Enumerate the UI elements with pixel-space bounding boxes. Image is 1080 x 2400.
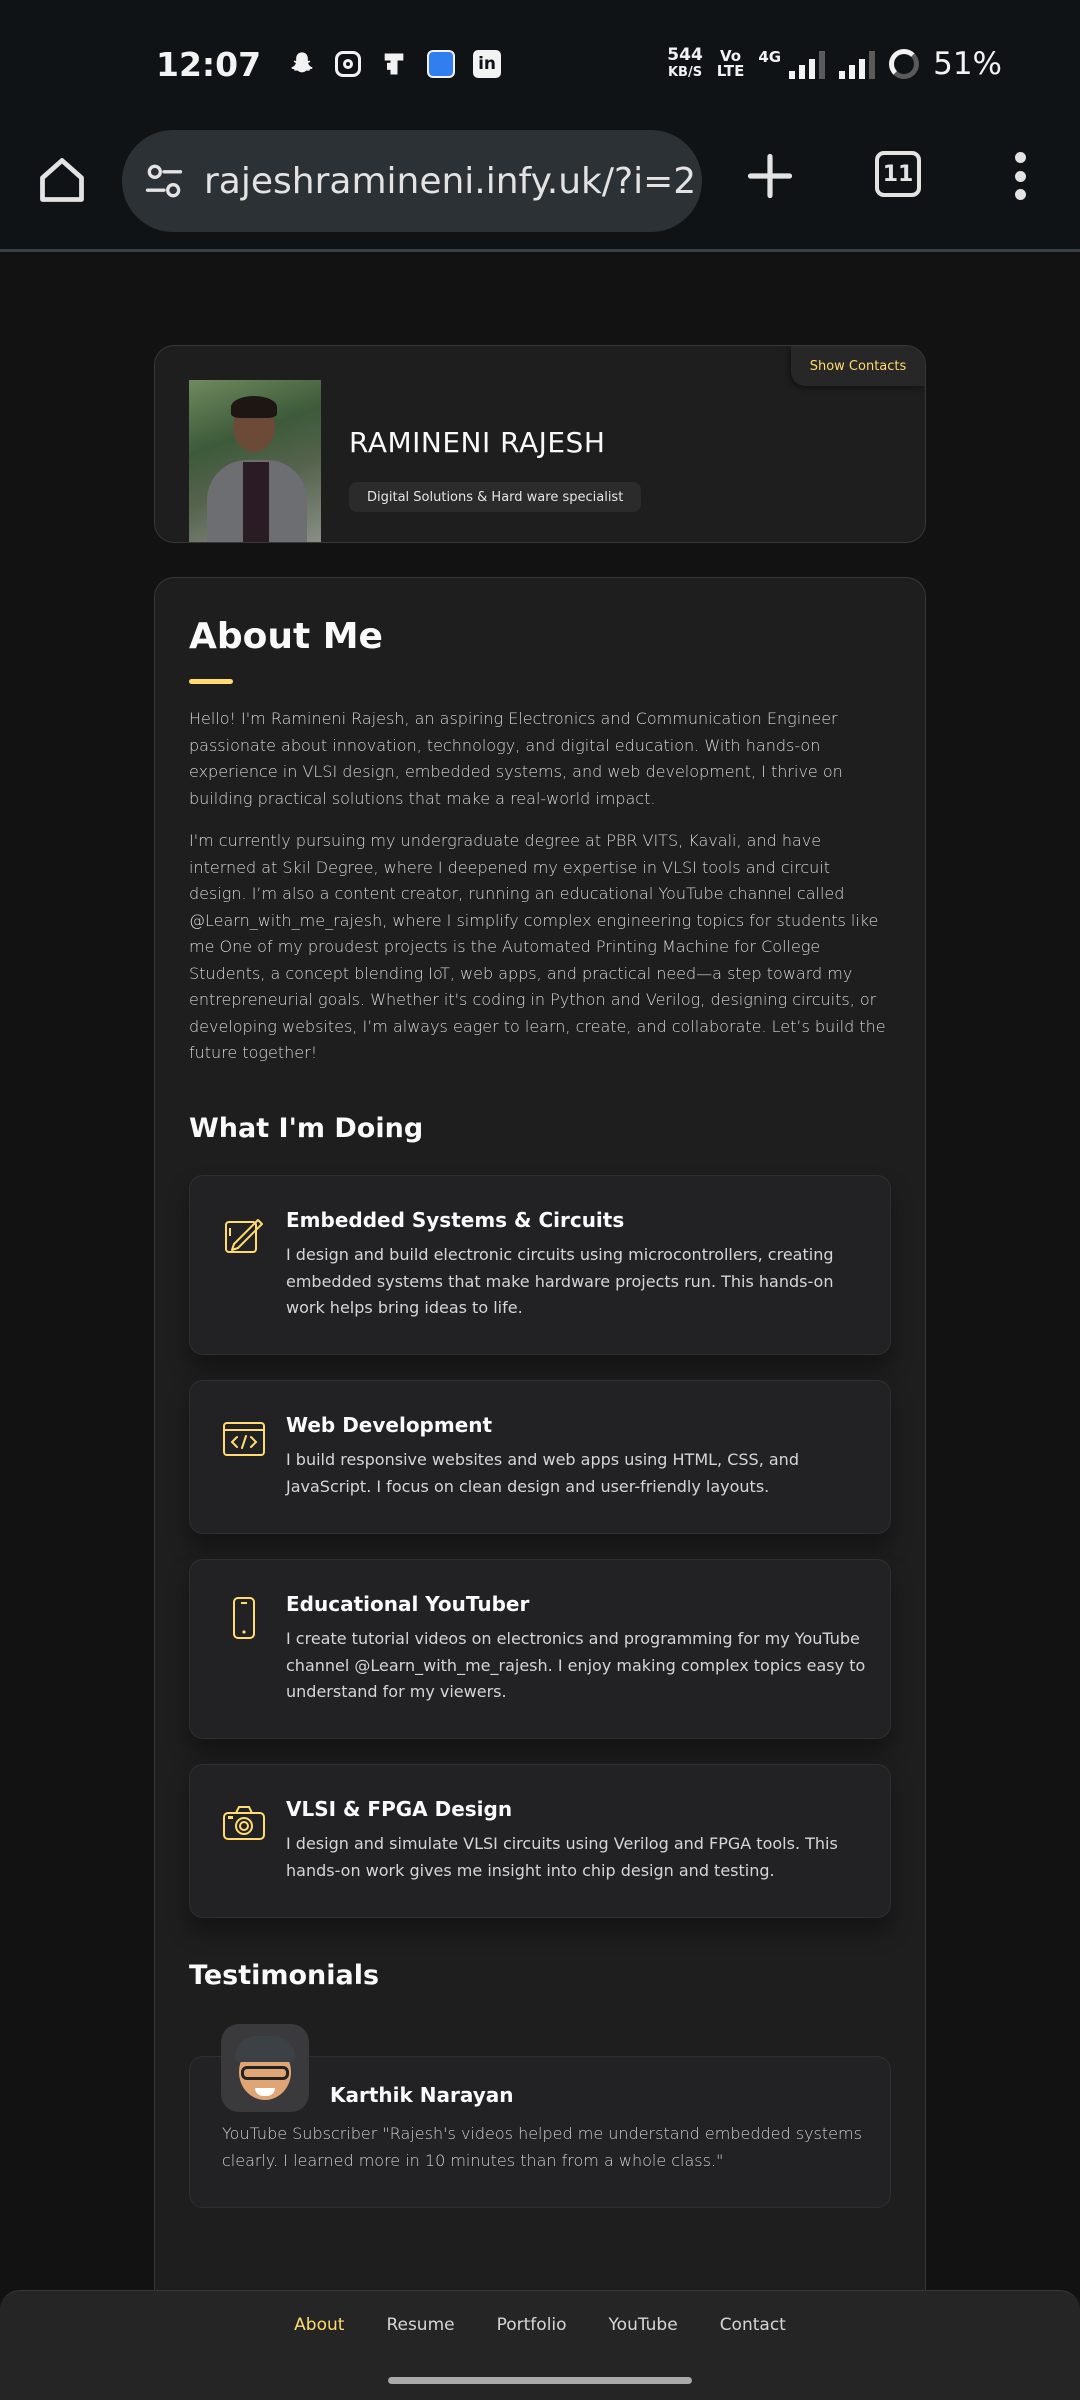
service-card (189, 1380, 891, 1534)
profile-card (154, 345, 926, 543)
bottom-navbar (0, 2290, 1080, 2400)
bluesky-icon (427, 50, 455, 78)
volte-top: Vo (720, 47, 742, 65)
camera-icon (222, 1801, 266, 1845)
service-card (189, 1764, 891, 1918)
service-description: I design and build electronic circuits using microcontrollers, creating embedded systems that make hardware projects run. This hands-on work helps bring ideas to life. (286, 1245, 834, 1317)
service-description: I build responsive websites and web apps using HTML, CSS, and JavaScript. I focus on clean design and user-friendly layouts. (286, 1450, 799, 1496)
instagram-icon (335, 51, 361, 77)
service-description: I create tutorial videos on electronics and programming for my YouTube channel @Learn_with_me_rajesh. I enjoy making complex topics easy to understand for my viewers. (286, 1629, 866, 1701)
home-icon[interactable] (36, 154, 88, 206)
nav-item-youtube[interactable]: YouTube (608, 2315, 678, 2335)
gesture-handle[interactable] (388, 2377, 692, 2384)
network-type: 4G (758, 48, 782, 66)
code-window-icon (222, 1417, 266, 1461)
about-section (154, 577, 926, 2400)
nav-item-about[interactable]: About (294, 2315, 345, 2335)
battery-percent: 51% (933, 46, 1002, 82)
design-pencil-icon (222, 1212, 266, 1256)
snapchat-icon (287, 49, 317, 79)
service-name: VLSI & FPGA Design (286, 1797, 513, 1821)
testimonial-text: YouTube Subscriber "Rajesh's videos helped me understand embedded systems clearly. I learned more in 10 minutes than from a whole class." (222, 2124, 862, 2170)
testimonials-heading: Testimonials (189, 1960, 380, 1991)
browser-toolbar (0, 128, 1080, 252)
about-paragraph-1: Hello! I'm Ramineni Rajesh, an aspiring Electronics and Communication Engineer passionate about innovation, technology, and digital education. With hands-on experience in VLSI design, embedded systems, and web development, I thrive on building practical solutions that make a real-world impact. (189, 709, 843, 808)
tab-switcher-button[interactable]: 11 (875, 151, 921, 197)
service-description: I design and simulate VLSI circuits using Verilog and FPGA tools. This hands-on work gives me insight into chip design and testing. (286, 1834, 838, 1880)
doing-heading: What I'm Doing (189, 1113, 424, 1144)
battery-icon (889, 49, 919, 79)
show-contacts-button[interactable]: Show Contacts (791, 346, 925, 386)
new-tab-icon[interactable] (744, 150, 796, 202)
site-settings-icon[interactable] (142, 159, 186, 203)
url-text[interactable]: rajeshramineni.infy.uk/?i=2 (204, 160, 697, 202)
notification-app-icon (379, 49, 409, 79)
more-menu-icon[interactable] (1010, 152, 1030, 200)
address-bar[interactable] (122, 130, 702, 232)
status-bar (0, 0, 1080, 128)
title-underline (189, 679, 233, 684)
net-speed-value: 544 (667, 45, 703, 65)
profile-name: RAMINENI RAJESH (349, 426, 606, 459)
profile-photo (189, 380, 321, 543)
signal-icon-2 (839, 49, 875, 79)
page-content (0, 255, 1080, 2400)
service-card (189, 1175, 891, 1355)
nav-item-portfolio[interactable]: Portfolio (496, 2315, 567, 2335)
testimonial-name: Karthik Narayan (330, 2083, 514, 2107)
net-speed (667, 47, 703, 81)
service-name: Web Development (286, 1413, 493, 1437)
page-title: About Me (189, 616, 383, 657)
volte-indicator (717, 49, 745, 79)
service-name: Embedded Systems & Circuits (286, 1208, 625, 1232)
service-name: Educational YouTuber (286, 1592, 530, 1616)
status-left (156, 45, 501, 84)
linkedin-icon: in (473, 50, 501, 78)
smartphone-icon (222, 1596, 266, 1640)
nav-item-resume[interactable]: Resume (386, 2315, 455, 2335)
service-card (189, 1559, 891, 1739)
signal-icon (789, 49, 825, 79)
volte-bottom: LTE (716, 62, 745, 80)
net-speed-unit: KB/S (667, 65, 703, 80)
about-paragraph-2: I'm currently pursuing my undergraduate degree at PBR VITS, Kavali, and have interned at Skil Degree, where I deepened my expertise in VLSI tools and circuit design. I’m also a content creator, running an educational YouTube channel called @Learn_with_me_rajesh, where I simplify complex engineering topics for students like me One of my proudest projects is the Automated Printing Machine for College Students, a concept blending IoT, web apps, and practical need—a step toward my entrepreneurial goals. Whether it's coding in Python and Verilog, designing circuits, or developing websites, I’m always eager to learn, create, and collaborate. Let’s build the future together! (189, 831, 886, 1062)
nav-items (0, 2315, 1080, 2335)
status-right (667, 46, 1002, 82)
status-time: 12:07 (156, 44, 262, 84)
profile-title-badge: Digital Solutions & Hard ware specialist (349, 482, 641, 512)
testimonial-avatar (221, 2024, 309, 2112)
nav-item-contact[interactable]: Contact (719, 2315, 786, 2335)
